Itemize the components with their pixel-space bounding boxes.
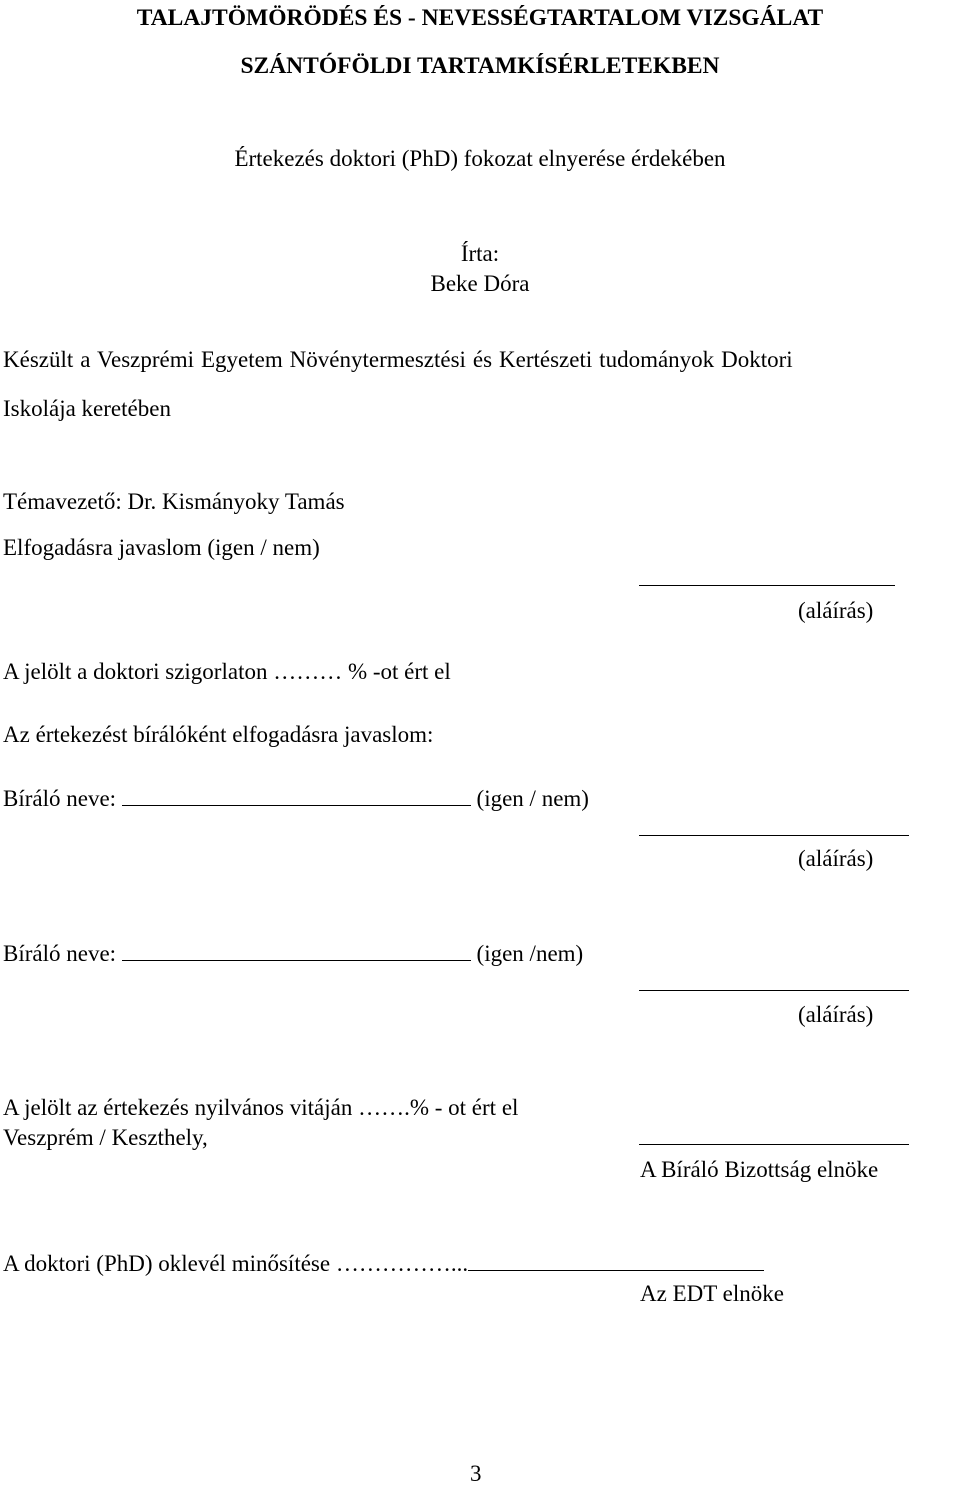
reviewer-1-signature-line: [639, 835, 909, 836]
reviewer-2-signature-label: (aláírás): [798, 1002, 874, 1027]
reviewer-2-name-field: [122, 938, 471, 961]
title-line-1: TALAJTÖMÖRÖDÉS ÉS - NEVESSÉGTARTALOM VIZSGÁLAT: [136, 5, 824, 31]
committee-signature-line: [639, 1144, 909, 1145]
committee-chair-label: A Bíráló Bizottság elnöke: [640, 1157, 879, 1182]
supervisor: Témavezető: Dr. Kismányoky Tamás: [3, 489, 345, 514]
diploma-signature-field: [468, 1248, 764, 1271]
institution-line-2: Iskolája keretében: [3, 396, 171, 421]
diploma-qualification: A doktori (PhD) oklevél minősítése ……………...: [3, 1251, 469, 1276]
supervisor-recommendation: Elfogadásra javaslom (igen / nem): [3, 535, 320, 560]
reviewer-1-signature-label: (aláírás): [798, 846, 874, 871]
signature-label: (aláírás): [798, 598, 874, 623]
page-number: 3: [470, 1461, 482, 1486]
reviewer-2-signature-line: [639, 990, 909, 991]
subtitle: Értekezés doktori (PhD) fokozat elnyerése érdekében: [234, 146, 726, 171]
reviewer-2-choice: (igen /nem): [476, 941, 584, 966]
reviewer-1-name-field: [122, 783, 471, 806]
defense-result: A jelölt az értekezés nyilvános vitáján …….% - ot ért el: [3, 1095, 519, 1120]
signature-line: [639, 585, 895, 586]
author-name: Beke Dóra: [430, 271, 530, 296]
rigorosum-result: A jelölt a doktori szigorlaton ……… % -ot ért el: [3, 659, 451, 684]
reviewer-1-choice: (igen / nem): [476, 786, 589, 811]
defense-place: Veszprém / Keszthely,: [3, 1125, 208, 1150]
edt-chair-label: Az EDT elnöke: [640, 1281, 784, 1306]
reviewer-2-row: [3, 938, 583, 968]
institution-line-1: Készült a Veszprémi Egyetem Növénytermesztési és Kertészeti tudományok Doktori: [3, 347, 793, 372]
diploma-row: [3, 1248, 764, 1278]
reviewer-2-label: Bíráló neve:: [3, 941, 117, 966]
title-line-2: SZÁNTÓFÖLDI TARTAMKÍSÉRLETEKBEN: [240, 53, 720, 79]
reviewers-intro: Az értekezést bírálóként elfogadásra javaslom:: [3, 722, 434, 747]
reviewer-1-row: [3, 783, 589, 813]
reviewer-1-label: Bíráló neve:: [3, 786, 117, 811]
author-label: Írta:: [460, 241, 500, 266]
